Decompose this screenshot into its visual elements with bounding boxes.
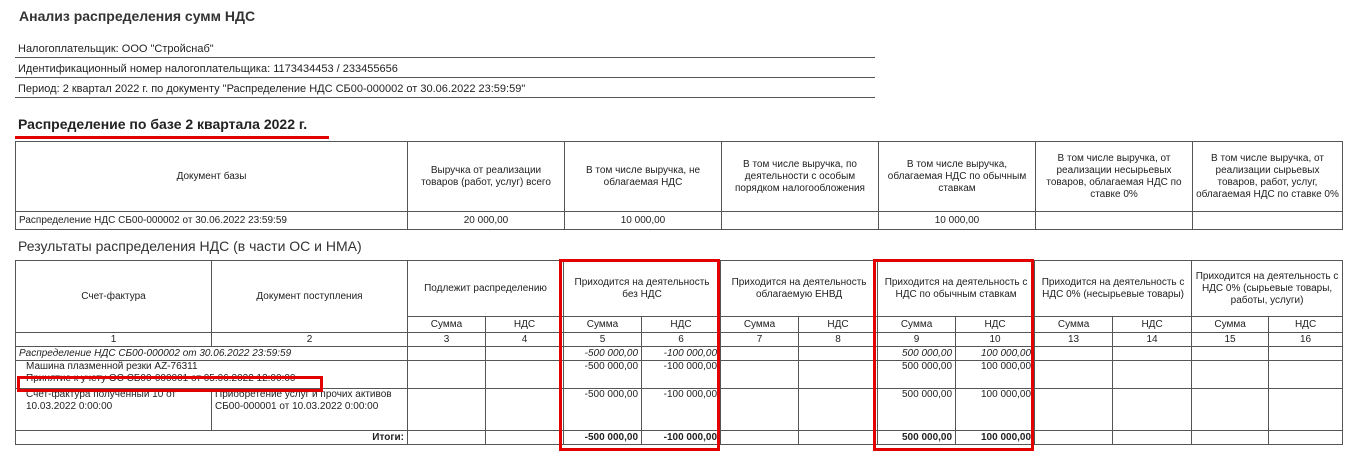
invoice-row bbox=[16, 389, 1343, 431]
group-row bbox=[16, 347, 1343, 361]
period-line: Период: 2 квартал 2022 г. по документу "Распределение НДС СБ00-000002 от 30.06.2022 23:59:59" bbox=[15, 80, 875, 98]
asset-row bbox=[16, 361, 1343, 389]
col-number: 6 bbox=[642, 333, 721, 347]
header-subject: Подлежит распределению bbox=[408, 261, 564, 317]
receipt-doc-cell: Приобретение услуг и прочих активов СБ00-000001 от 10.03.2022 0:00:00 bbox=[212, 389, 408, 431]
base-header-ordinary: В том числе выручка, облагаемая НДС по обычным ставкам bbox=[879, 142, 1036, 212]
subheader-sum: Сумма bbox=[721, 317, 799, 333]
totals-label: Итоги: bbox=[16, 431, 408, 445]
asset-name: Машина плазменной резки AZ-76311 bbox=[26, 361, 198, 372]
asset-ordinary-sum: 500 000,00 bbox=[878, 361, 956, 389]
group-row-label: Распределение НДС СБ00-000002 от 30.06.2022 23:59:59 bbox=[16, 347, 408, 361]
col-number: 14 bbox=[1113, 333, 1192, 347]
asset-accept-doc: Принятие к учету ОС СБ00-000001 от 05.06.2022 12:00:00 bbox=[26, 373, 296, 384]
base-cell-ordinary: 10 000,00 bbox=[879, 212, 1036, 230]
col-number: 2 bbox=[212, 333, 408, 347]
base-header-zero-nonraw: В том числе выручка, от реализации несырьевых товаров, облагаемая НДС по ставке 0% bbox=[1036, 142, 1193, 212]
asset-ordinary-vat: 100 000,00 bbox=[956, 361, 1035, 389]
col-number: 8 bbox=[799, 333, 878, 347]
section-title-underline bbox=[15, 136, 329, 139]
totals-ordinary-sum: 500 000,00 bbox=[878, 431, 956, 445]
subheader-sum: Сумма bbox=[878, 317, 956, 333]
asset-no-vat-sum: -500 000,00 bbox=[564, 361, 642, 389]
totals-no-vat-vat: -100 000,00 bbox=[642, 431, 721, 445]
col-number: 9 bbox=[878, 333, 956, 347]
col-number: 10 bbox=[956, 333, 1035, 347]
invoice-ordinary-sum: 500 000,00 bbox=[878, 389, 956, 431]
col-number: 3 bbox=[408, 333, 486, 347]
header-ordinary: Приходится на деятельность с НДС по обычным ставкам bbox=[878, 261, 1035, 317]
col-number: 16 bbox=[1269, 333, 1343, 347]
group-ordinary-sum: 500 000,00 bbox=[878, 347, 956, 361]
col-number: 7 bbox=[721, 333, 799, 347]
base-header-exempt: В том числе выручка, не облагаемая НДС bbox=[565, 142, 722, 212]
header-envd: Приходится на деятельность облагаемую ЕНВД bbox=[721, 261, 878, 317]
base-cell-doc: Распределение НДС СБ00-000002 от 30.06.2022 23:59:59 bbox=[16, 212, 408, 230]
invoice-ordinary-vat: 100 000,00 bbox=[956, 389, 1035, 431]
invoice-no-vat-sum: -500 000,00 bbox=[564, 389, 642, 431]
base-data-row bbox=[16, 212, 1343, 230]
subheader-sum: Сумма bbox=[1035, 317, 1113, 333]
subheader-sum: Сумма bbox=[564, 317, 642, 333]
base-cell-zero-nonraw bbox=[1036, 212, 1193, 230]
group-no-vat-sum: -500 000,00 bbox=[564, 347, 642, 361]
subheader-sum: Сумма bbox=[1192, 317, 1269, 333]
report-title: Анализ распределения сумм НДС bbox=[19, 8, 256, 24]
asset-cell bbox=[16, 361, 408, 389]
totals-no-vat-sum: -500 000,00 bbox=[564, 431, 642, 445]
header-receipt-doc: Документ поступления bbox=[212, 261, 408, 333]
subheader-sum: Сумма bbox=[408, 317, 486, 333]
subheader-vat: НДС bbox=[1113, 317, 1192, 333]
subheader-vat: НДС bbox=[642, 317, 721, 333]
base-header-row bbox=[16, 142, 1343, 212]
col-number: 5 bbox=[564, 333, 642, 347]
base-cell-revenue-total: 20 000,00 bbox=[408, 212, 565, 230]
totals-row bbox=[16, 431, 1343, 445]
taxpayer-line: Налогоплательщик: ООО "Стройснаб" bbox=[15, 40, 875, 58]
column-number-row bbox=[16, 333, 1343, 347]
subheader-vat: НДС bbox=[799, 317, 878, 333]
col-number: 1 bbox=[16, 333, 212, 347]
base-header-zero-raw: В том числе выручка, от реализации сырьевых товаров, работ, услуг, облагаемая НДС по ставке 0% bbox=[1193, 142, 1343, 212]
asset-no-vat-vat: -100 000,00 bbox=[642, 361, 721, 389]
col-number: 4 bbox=[486, 333, 564, 347]
results-header-row bbox=[16, 261, 1343, 317]
col-number: 15 bbox=[1192, 333, 1269, 347]
subheader-vat: НДС bbox=[1269, 317, 1343, 333]
header-no-vat: Приходится на деятельность без НДС bbox=[564, 261, 721, 317]
col-number: 13 bbox=[1035, 333, 1113, 347]
subheader-vat: НДС bbox=[486, 317, 564, 333]
header-zero-nonraw: Приходится на деятельность с НДС 0% (несырьевые товары) bbox=[1035, 261, 1192, 317]
group-ordinary-vat: 100 000,00 bbox=[956, 347, 1035, 361]
inn-line: Идентификационный номер налогоплательщика: 1173434453 / 233455656 bbox=[15, 60, 875, 78]
header-zero-raw: Приходится на деятельность с НДС 0% (сырьевые товары, работы, услуги) bbox=[1192, 261, 1343, 317]
base-cell-exempt: 10 000,00 bbox=[565, 212, 722, 230]
base-header-revenue-total: Выручка от реализации товаров (работ, услуг) всего bbox=[408, 142, 565, 212]
subheader-vat: НДС bbox=[956, 317, 1035, 333]
results-section-title: Результаты распределения НДС (в части ОС и НМА) bbox=[18, 238, 362, 254]
header-invoice: Счет-фактура bbox=[16, 261, 212, 333]
invoice-cell: Счет-фактура полученный 10 от 10.03.2022 0:00:00 bbox=[16, 389, 212, 431]
base-header-doc: Документ базы bbox=[16, 142, 408, 212]
group-no-vat-vat: -100 000,00 bbox=[642, 347, 721, 361]
base-section-title: Распределение по базе 2 квартала 2022 г. bbox=[18, 116, 308, 132]
totals-ordinary-vat: 100 000,00 bbox=[956, 431, 1035, 445]
results-table bbox=[15, 260, 1343, 445]
base-cell-zero-raw bbox=[1193, 212, 1343, 230]
invoice-no-vat-vat: -100 000,00 bbox=[642, 389, 721, 431]
base-header-special: В том числе выручка, по деятельности с особым порядком налогообложения bbox=[722, 142, 879, 212]
base-table bbox=[15, 141, 1343, 230]
base-cell-special bbox=[722, 212, 879, 230]
